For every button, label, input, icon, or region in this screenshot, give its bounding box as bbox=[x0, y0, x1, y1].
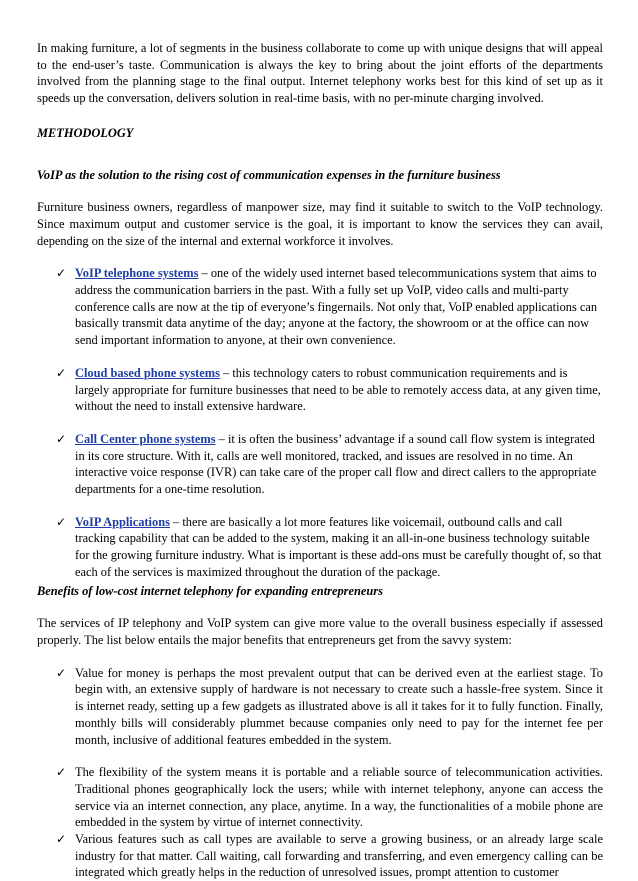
list-item bbox=[37, 831, 603, 881]
list-item bbox=[37, 514, 603, 581]
list-item bbox=[37, 764, 603, 831]
intro-paragraph: In making furniture, a lot of segments in the business collaborate to come up with unique designs that will appeal to the end-user’s taste. Communication is always the key to bring about the joint efforts of the departments involved from the planning stage to the final output. Internet telephony works best for this kind of set up as it speeds up the conversation, delivers solution in real-time basis, with no per-minute charging involved. bbox=[37, 41, 603, 106]
checkmark-icon: ✓ bbox=[56, 665, 67, 680]
benefits-list bbox=[37, 665, 603, 881]
checkmark-icon: ✓ bbox=[56, 266, 67, 281]
list-item bbox=[37, 665, 603, 749]
benefit-text: Value for money is perhaps the most prevalent output that can be derived even at the earliest stage. To begin with, an extensive supply of hardware is not necessary to create such a hassle-free system. Since it is internet ready, setting up a few gadgets as illustrated above is all it takes for it to fully function. Finally, monthly bills will considerably plummet because companies only need to pay for the internet fee per month, inclusive of additional features embedded in the system. bbox=[75, 665, 603, 747]
list-item bbox=[37, 265, 603, 349]
checkmark-icon: ✓ bbox=[56, 514, 67, 529]
list-item-text: – there are basically a lot more features like voicemail, outbound calls and call tracking capability that can be added to the system, making it an all-in-one business technology suitable for the growing furniture industry. What is important is these add-ons must be carefully thought of, so that each of the services is maximized throughout the duration of the package. bbox=[75, 514, 602, 579]
list-item bbox=[37, 365, 603, 415]
benefits-intro-paragraph: The services of IP telephony and VoIP system can give more value to the overall business especially if assessed properly. The list below entails the major benefits that entrepreneurs get from the savvy system: bbox=[37, 616, 603, 647]
voip-solution-heading: VoIP as the solution to the rising cost of communication expenses in the furniture business bbox=[37, 167, 501, 182]
list-item-text: – it is often the business’ advantage if a sound call flow system is integrated in its core structure. With it, calls are well monitored, tracked, and issues are resolved in no time. An interactive voice response (IVR) can take care of the proper call flow and direct callers to the appropriate departments for a one-time resolution. bbox=[75, 431, 597, 497]
cloud-based-phone-systems-link[interactable]: Cloud based phone systems bbox=[75, 365, 220, 380]
document-page bbox=[37, 40, 603, 881]
list-item-text: – one of the widely used internet based telecommunications system that aims to address the communication barriers in the past. With a fully set up VoIP, video calls and multi-party conference calls are now at the tip of everyone’s fingernails. Not only that, VoIP enabled applications can basically transmit data anytime of the day; anyone at the factory, the showroom or at the office can now send important information to anyone, at their own convenience. bbox=[75, 266, 598, 348]
list-item bbox=[37, 431, 603, 498]
checkmark-icon: ✓ bbox=[56, 365, 67, 380]
voip-telephone-systems-link[interactable]: VoIP telephone systems bbox=[75, 266, 199, 281]
methodology-heading: METHODOLOGY bbox=[37, 125, 134, 140]
checkmark-icon: ✓ bbox=[56, 832, 67, 847]
call-center-phone-systems-link[interactable]: Call Center phone systems bbox=[75, 431, 216, 446]
voip-intro-paragraph: Furniture business owners, regardless of manpower size, may find it suitable to switch to the VoIP technology. Since maximum output and customer service is the goal, it is important to know the services they can avail, depending on the size of the internal and external workforce it involves. bbox=[37, 200, 603, 248]
benefit-text: Various features such as call types are available to serve a growing business, or an already large scale industry for that matter. Call waiting, call forwarding and transferring, and even emergency calling can be integrated which greatly helps in the reduction of unresolved issues, prompt attention to customer bbox=[75, 832, 603, 880]
checkmark-icon: ✓ bbox=[56, 431, 67, 446]
checkmark-icon: ✓ bbox=[56, 765, 67, 780]
benefit-text: The flexibility of the system means it is portable and a reliable source of telecommunication activities. Traditional phones geographically lock the users; while with internet telephony, anyone can access the service via an internet connection, any place, anytime. In a way, the functionalities of a mobile phone are embedded in the system by virtue of internet connectivity. bbox=[75, 765, 603, 830]
list-item-text: – this technology caters to robust communication requirements and is largely appropriate for furniture businesses that need to be able to remotely access data, at any given time, without the need to install extensive hardware. bbox=[75, 365, 601, 414]
services-list bbox=[37, 265, 603, 580]
benefits-heading: Benefits of low-cost internet telephony for expanding entrepreneurs bbox=[37, 583, 383, 598]
voip-applications-link[interactable]: VoIP Applications bbox=[75, 514, 170, 529]
